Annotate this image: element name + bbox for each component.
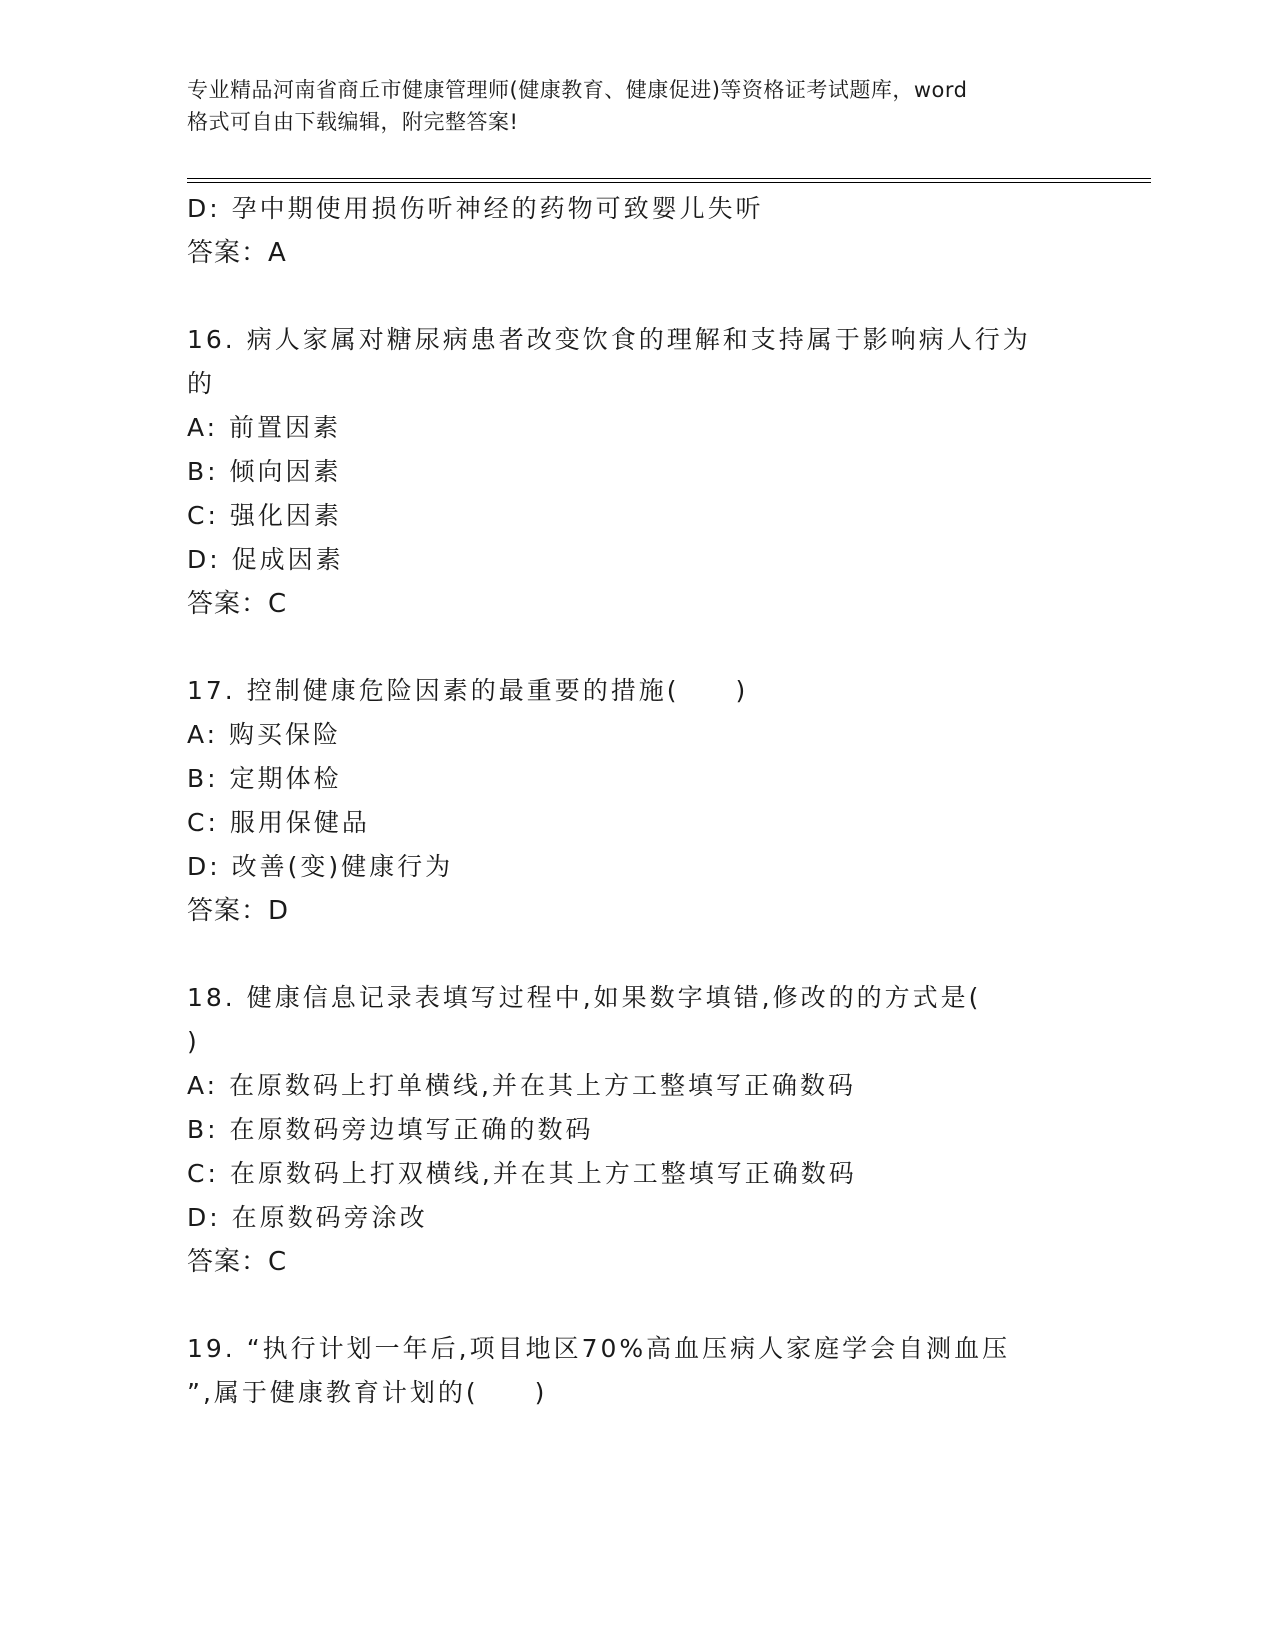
- question-19-line-2: ”,属于健康教育计划的( ): [187, 1378, 548, 1407]
- question-16-line-2: 的: [187, 369, 216, 398]
- question-16-line-1: 16. 病人家属对糖尿病患者改变饮食的理解和支持属于影响病人行为: [187, 325, 1031, 354]
- header-line-1: 专业精品河南省商丘市健康管理师(健康教育、健康促进)等资格证考试题库，word: [187, 78, 968, 102]
- option-a-q16: A: 前置因素: [187, 413, 342, 442]
- option-d-q18: D: 在原数码旁涂改: [187, 1203, 428, 1232]
- option-b-q18: B: 在原数码旁边填写正确的数码: [187, 1115, 594, 1144]
- option-d-q16: D: 促成因素: [187, 545, 344, 574]
- option-d-q17: D: 改善(变)健康行为: [187, 852, 454, 881]
- answer-q17: 答案：D: [187, 896, 290, 926]
- question-18-line-2: ): [187, 1027, 200, 1056]
- answer-q16: 答案：C: [187, 589, 288, 619]
- option-d-q15: D: 孕中期使用损伤听神经的药物可致婴儿失听: [187, 194, 764, 223]
- answer-q15: 答案：A: [187, 238, 287, 268]
- option-b-q17: B: 定期体检: [187, 764, 342, 793]
- option-c-q17: C: 服用保健品: [187, 808, 370, 837]
- question-19-line-1: 19. “执行计划一年后,项目地区70%高血压病人家庭学会自测血压: [187, 1334, 1011, 1363]
- option-a-q17: A: 购买保险: [187, 720, 342, 749]
- option-c-q18: C: 在原数码上打双横线,并在其上方工整填写正确数码: [187, 1159, 857, 1188]
- header-line-2: 格式可自由下载编辑，附完整答案!: [187, 110, 519, 134]
- question-18-line-1: 18. 健康信息记录表填写过程中,如果数字填错,修改的的方式是(: [187, 983, 982, 1012]
- option-b-q16: B: 倾向因素: [187, 457, 342, 486]
- option-a-q18: A: 在原数码上打单横线,并在其上方工整填写正确数码: [187, 1071, 856, 1100]
- option-c-q16: C: 强化因素: [187, 501, 342, 530]
- question-17: 17. 控制健康危险因素的最重要的措施( ): [187, 676, 749, 705]
- header-divider-top: [187, 178, 1151, 179]
- page-header: [187, 74, 1087, 138]
- header-divider-bottom: [187, 182, 1151, 183]
- answer-q18: 答案：C: [187, 1247, 288, 1277]
